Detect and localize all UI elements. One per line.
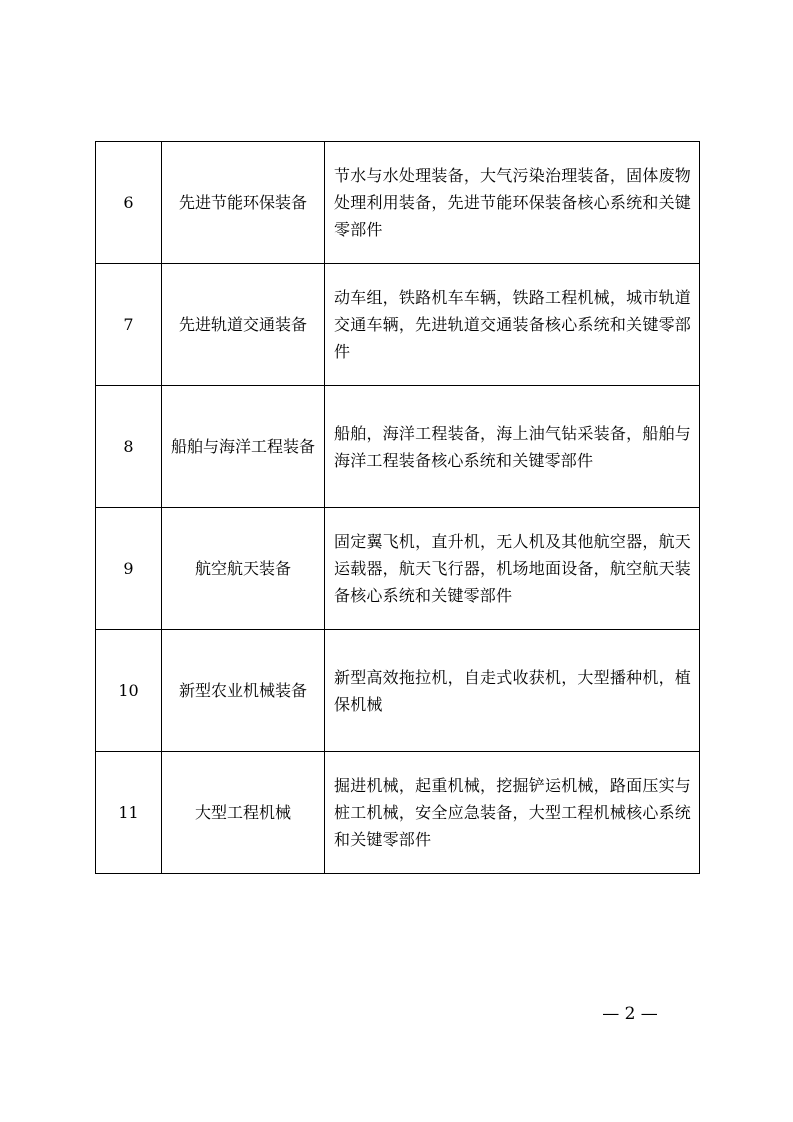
row-number: 6 [96,142,162,264]
table-row [96,630,700,752]
table-row [96,142,700,264]
row-number: 7 [96,264,162,386]
equipment-table [95,141,700,874]
equipment-category: 先进轨道交通装备 [162,264,325,386]
row-number: 8 [96,386,162,508]
equipment-category: 大型工程机械 [162,752,325,874]
table-row [96,508,700,630]
equipment-description: 固定翼飞机，直升机，无人机及其他航空器，航天运载器，航天飞行器，机场地面设备，航空航天装备核心系统和关键零部件 [325,508,700,630]
equipment-description: 船舶，海洋工程装备，海上油气钻采装备，船舶与海洋工程装备核心系统和关键零部件 [325,386,700,508]
row-number: 11 [96,752,162,874]
table-row [96,264,700,386]
row-number: 10 [96,630,162,752]
equipment-category: 先进节能环保装备 [162,142,325,264]
equipment-category: 航空航天装备 [162,508,325,630]
equipment-description: 节水与水处理装备，大气污染治理装备，固体废物处理利用装备，先进节能环保装备核心系统和关键零部件 [325,142,700,264]
table-row [96,752,700,874]
equipment-category: 船舶与海洋工程装备 [162,386,325,508]
table-row [96,386,700,508]
row-number: 9 [96,508,162,630]
equipment-category: 新型农业机械装备 [162,630,325,752]
equipment-description: 掘进机械，起重机械，挖掘铲运机械，路面压实与桩工机械，安全应急装备，大型工程机械核心系统和关键零部件 [325,752,700,874]
equipment-description: 动车组，铁路机车车辆，铁路工程机械，城市轨道交通车辆，先进轨道交通装备核心系统和关键零部件 [325,264,700,386]
page-number: — 2 — [602,1004,658,1024]
equipment-description: 新型高效拖拉机，自走式收获机，大型播种机，植保机械 [325,630,700,752]
